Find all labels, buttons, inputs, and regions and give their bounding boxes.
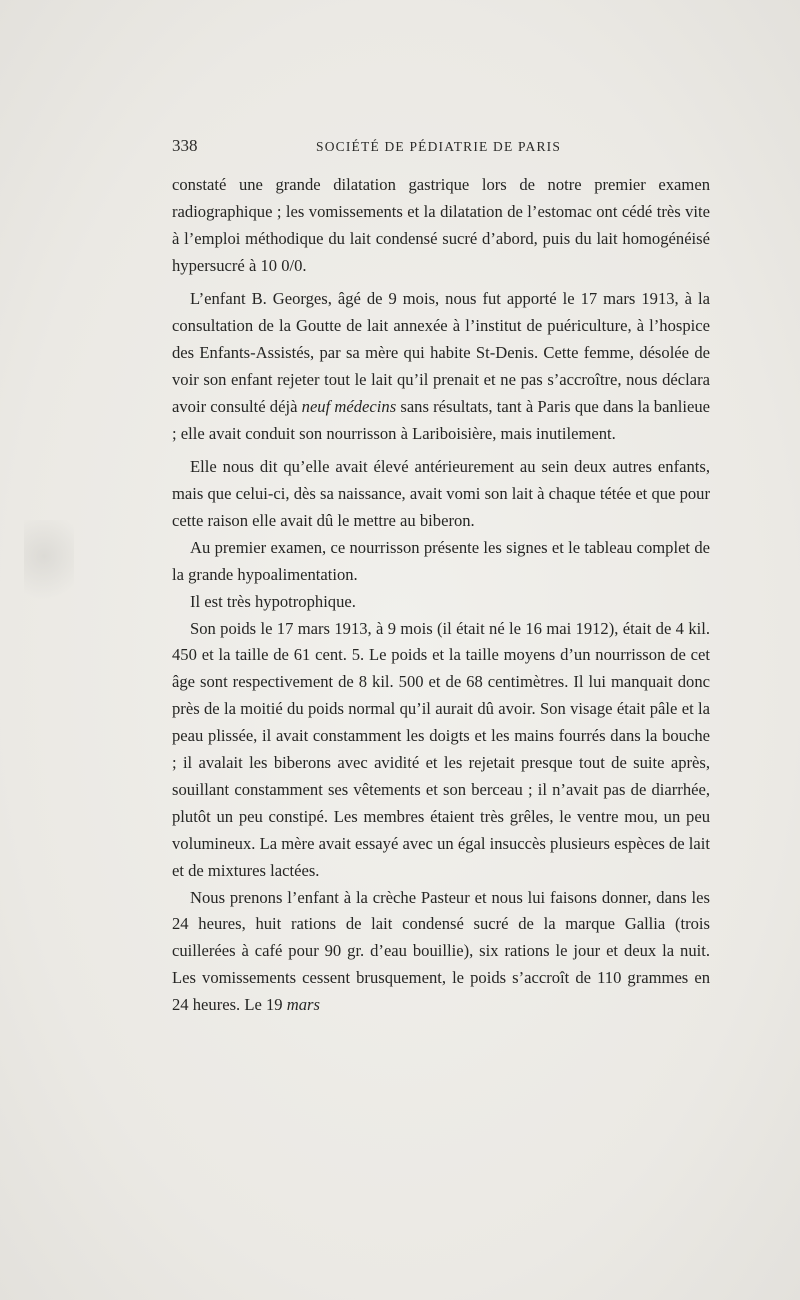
paragraph-treatment-text: Nous prenons l’enfant à la crèche Pasteur et nous lui faisons donner, dans les 24 heures, huit rations de lait condensé sucré de la marque Gallia (trois cuillerées à café pour 90 gr. d’eau bouillie), six rations le jour et deux la nuit. Les vomissements cessent brusquement, le poids s’accroît de 110 grammes en 24 heures. Le 19 bbox=[172, 887, 710, 1015]
paragraph-hypotrophic: Il est très hypotrophique. bbox=[190, 591, 356, 611]
paragraph-treatment bbox=[172, 885, 710, 1020]
paragraph-continued: constaté une grande dilatation gastrique lors de notre premier examen radiographique ; les vomissements et la dilatation de l’estomac ont cédé très vite à l’emploi méthodique du lait condensé sucré d’abord, puis du lait homogénéisé hypersucré à 10 0/0. bbox=[172, 175, 710, 275]
body-text bbox=[172, 172, 710, 1019]
paragraph-history: Elle nous dit qu’elle avait élevé antérieurement au sein deux autres enfants, mais que celui-ci, dès sa naissance, avait vomi son lait à chaque tétée et que pour cette raison elle avait dû le mettre au biberon. bbox=[172, 457, 710, 530]
paragraph-case-intro-text-b: sans résultats, tant à Paris que dans la banlieue ; elle avait conduit son nourrisson à Lariboisière, mais inutilement. bbox=[172, 396, 710, 443]
paper-stain bbox=[24, 520, 74, 610]
paragraph-first-exam: Au premier examen, ce nourrisson présente les signes et le tableau complet de la grande hypoalimentation. bbox=[172, 537, 710, 584]
paragraph-case-intro-italic: neuf médecins bbox=[301, 396, 397, 416]
paragraph-treatment-italic: mars bbox=[286, 995, 320, 1015]
paragraph-weight: Son poids le 17 mars 1913, à 9 mois (il était né le 16 mai 1912), était de 4 kil. 450 et la taille de 61 cent. 5. Le poids et la taille moyens d’un nourrisson de cet âge sont respectivement de 8 kil. 500 et de 68 centimètres. Il lui manquait donc près de la moitié du poids normal qu’il aurait dû avoir. Son visage était pâle et la peau plissée, il avait constamment les doigts et les mains fourrés dans la bouche ; il avalait les biberons avec avidité et les rejetait presque tout de suite après, souillant constamment ses vêtements et son berceau ; il n’avait pas de diarrhée, plutôt un peu constipé. Les membres étaient très grêles, le ventre mou, un peu volumineux. La mère avait essayé avec un égal insuccès plusieurs espèces de lait et de mixtures lactées. bbox=[172, 618, 710, 880]
page-number: 338 bbox=[172, 136, 198, 155]
page-header bbox=[172, 136, 712, 160]
paragraph-case-intro bbox=[172, 286, 710, 447]
paragraph-case-intro-text-a: L’enfant B. Georges, âgé de 9 mois, nous fut apporté le 17 mars 1913, à la consultation de la Goutte de lait annexée à l’institut de puériculture, à l’hospice des Enfants-Assistés, par sa mère qui habite St-Denis. Cette femme, désolée de voir son enfant rejeter tout le lait qu’il prenait et ne pas s’accroître, nous déclara avoir consulté déjà bbox=[172, 289, 710, 416]
running-title: SOCIÉTÉ DE PÉDIATRIE DE PARIS bbox=[316, 139, 562, 154]
